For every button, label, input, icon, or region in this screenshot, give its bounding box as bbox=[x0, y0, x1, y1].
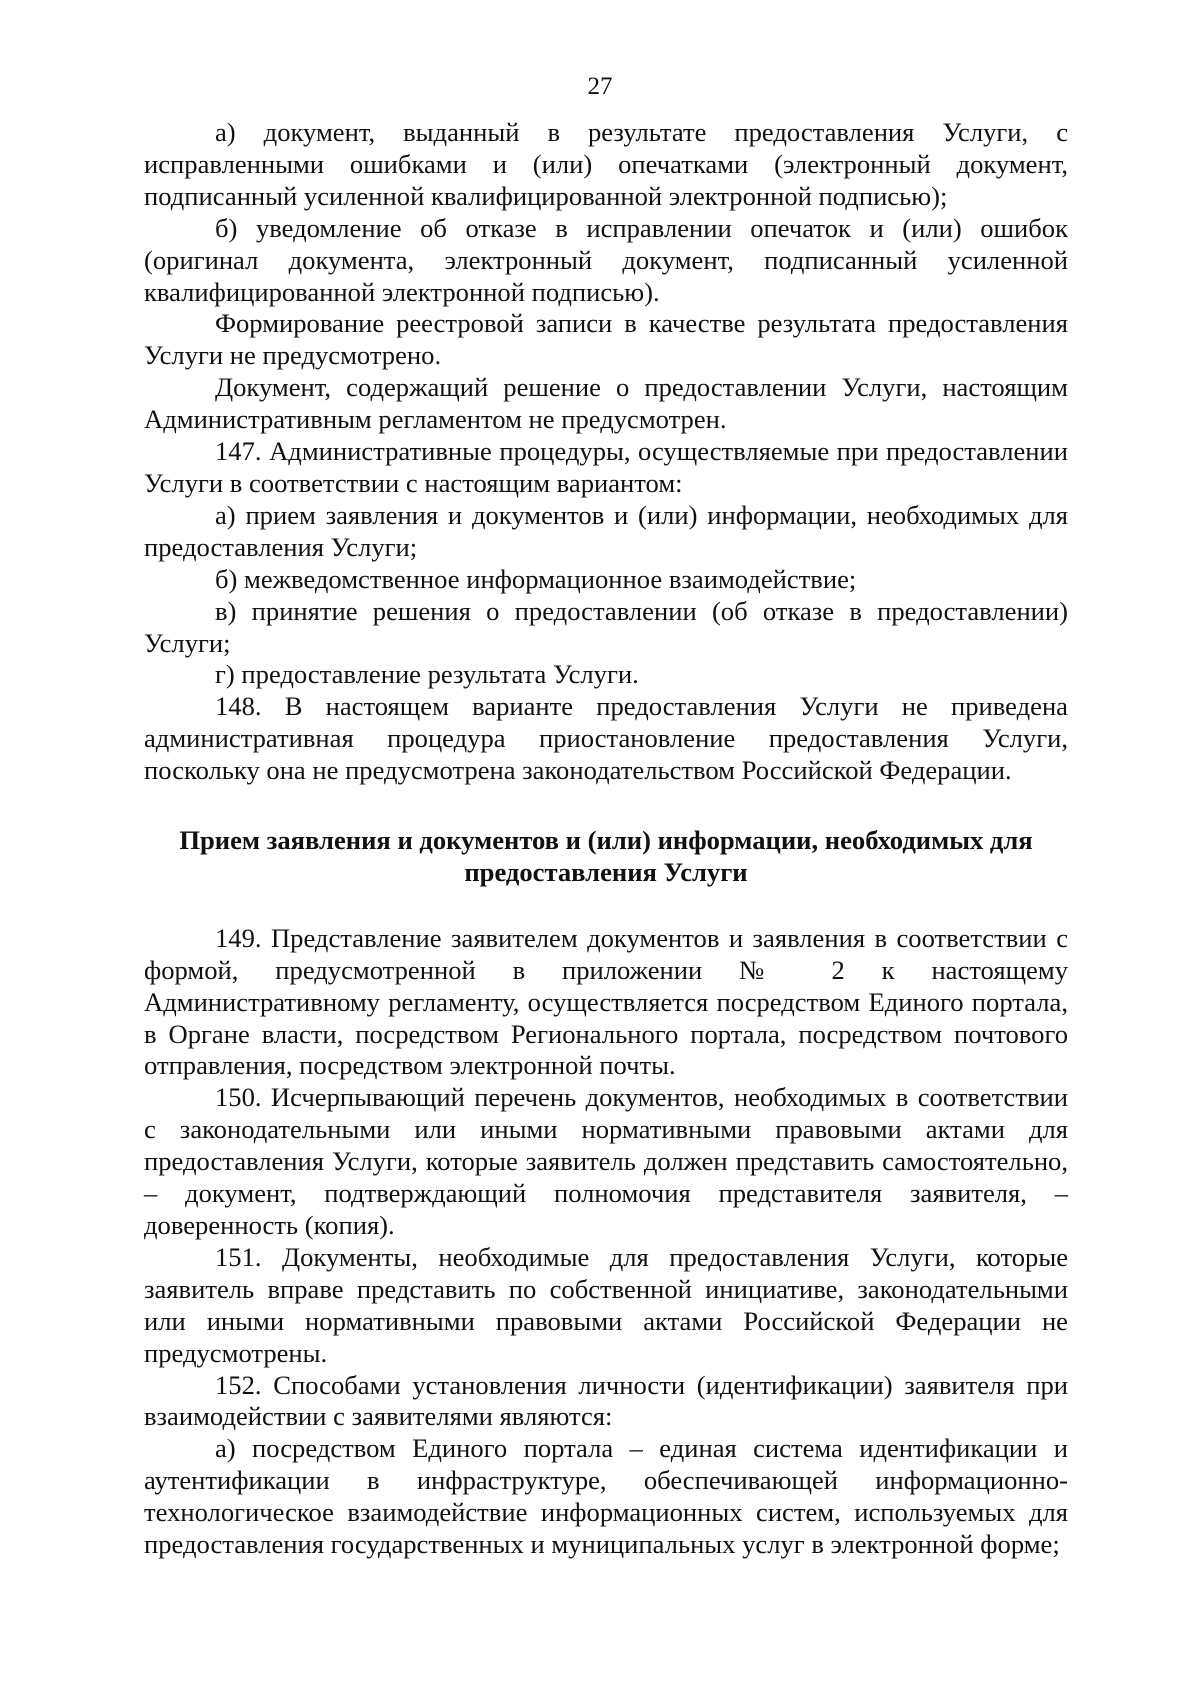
paragraph-b-refusal-notice: б) уведомление об отказе в исправлении опечаток и (или) ошибок (оригинал документа, электронный документ, подписанный усиленной квалифицированной электронной подписью). bbox=[144, 212, 1068, 307]
paragraph-registry-record: Формирование реестровой записи в качестве результата предоставления Услуги не предусмотрено. bbox=[144, 308, 1068, 371]
paragraph-148: 148. В настоящем варианте предоставления Услуги не приведена административная процедура приостановление предоставления Услуги, поскольку она не предусмотрена законодательством Российской Федерации. bbox=[144, 691, 1068, 786]
page-number: 27 bbox=[587, 73, 613, 100]
paragraph-decision-document: Документ, содержащий решение о предоставлении Услуги, настоящим Административным регламентом не предусмотрен. bbox=[144, 372, 1068, 435]
paragraph-a-corrected-document: а) документ, выданный в результате предоставления Услуги, с исправленными ошибками и (или) опечатками (электронный документ, подписанный усиленной квалифицированной электронной подписью); bbox=[144, 117, 1068, 211]
paragraph-151: 151. Документы, необходимые для предоставления Услуги, которые заявитель вправе представить по собственной инициативе, законодательными или иными нормативными правовыми актами Российской Федерации не предусмотрены. bbox=[144, 1241, 1068, 1368]
paragraph-147-v: в) принятие решения о предоставлении (об отказе в предоставлении) Услуги; bbox=[144, 595, 1068, 658]
paragraph-147-a: а) прием заявления и документов и (или) информации, необходимых для предоставления Услуги; bbox=[144, 499, 1068, 562]
paragraph-147-g: г) предоставление результата Услуги. bbox=[215, 659, 639, 690]
paragraph-152: 152. Способами установления личности (идентификации) заявителя при взаимодействии с заявителями являются: bbox=[144, 1369, 1068, 1432]
paragraph-149: 149. Представление заявителем документов и заявления в соответствии с формой, предусмотренной в приложении № 2 к настоящему Административному регламенту, осуществляется посредством Единого портала, в Органе власти, посредством Регионального портала, посредством почтового отправления, посредством электронной почты. bbox=[144, 922, 1068, 1081]
paragraph-152-a: а) посредством Единого портала – единая система идентификации и аутентификации в инфраструктуре, обеспечивающей информационно-технологическое взаимодействие информационных систем, используемых для предоставления государственных и муниципальных услуг в электронной форме; bbox=[144, 1433, 1068, 1560]
paragraph-147: 147. Административные процедуры, осуществляемые при предоставлении Услуги в соответствии с настоящим вариантом: bbox=[144, 436, 1068, 498]
document-body bbox=[144, 117, 1068, 1561]
paragraph-150: 150. Исчерпывающий перечень документов, необходимых в соответствии с законодательными или иными нормативными правовыми актами для предоставления Услуги, которые заявитель должен представить самостоятельно, – документ, подтверждающий полномочия представителя заявителя, – доверенность (копия). bbox=[144, 1082, 1068, 1240]
section-heading: Прием заявления и документов и (или) информации, необходимых для предоставления Услуги bbox=[179, 825, 1033, 887]
paragraph-147-b: б) межведомственное информационное взаимодействие; bbox=[215, 563, 857, 594]
